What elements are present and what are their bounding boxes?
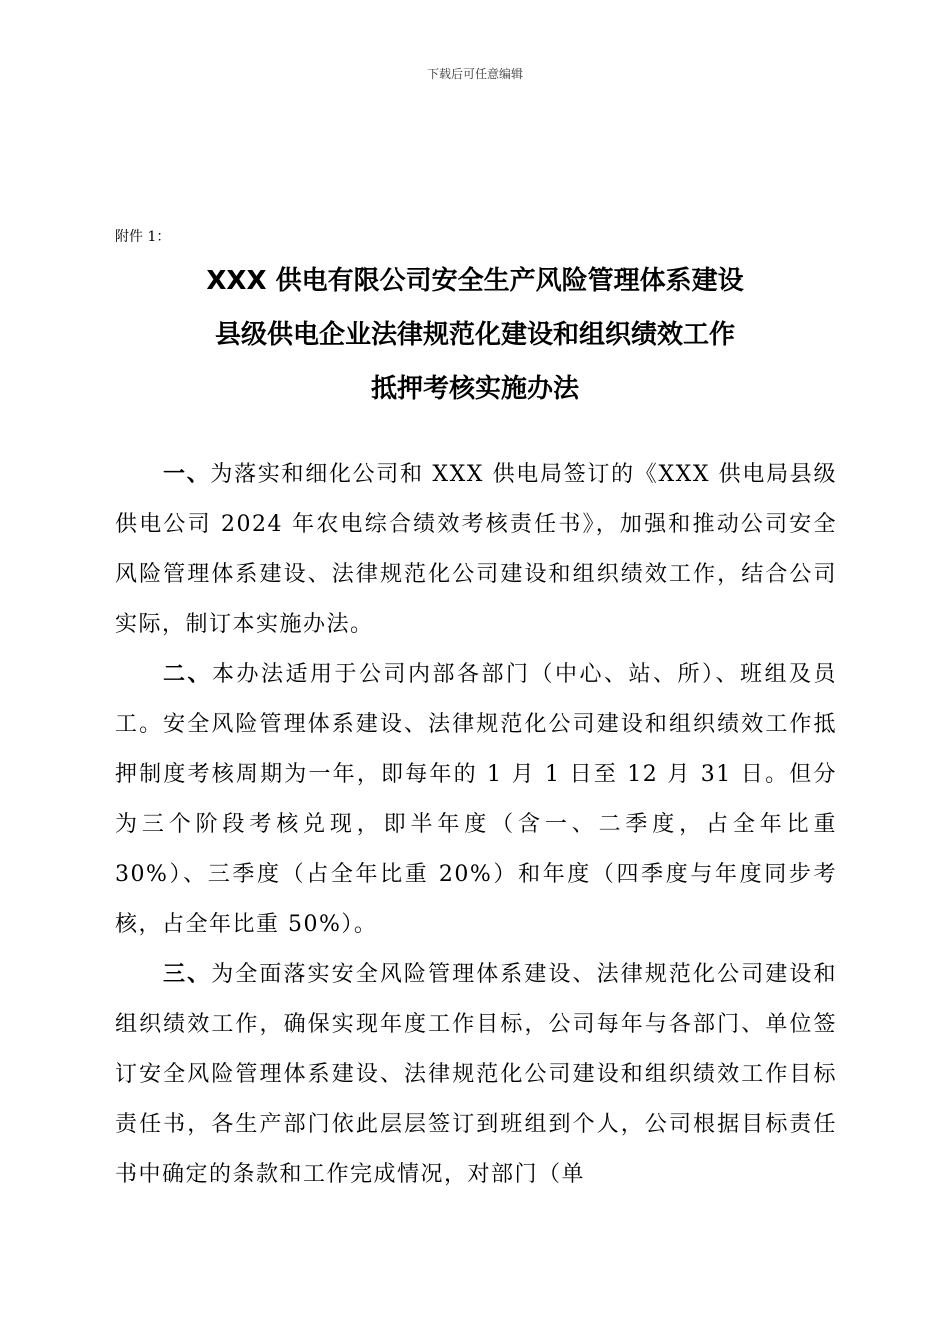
paragraph-3-number: 三、 [163,962,212,987]
document-title [0,254,950,416]
paragraph-2-number: 二、 [163,662,212,687]
page-header-watermark: 下载后可任意编辑 [426,67,523,81]
paragraph-1-text: 为落实和细化公司和 XXX 供电局签订的《XXX 供电局县级供电公司 2024 年农电综合绩效考核责任书》，加强和推动公司安全风险管理体系建设、法律规范化公司建设和组织绩效工作，结合公司实际，制订本实施办法。 [115,462,837,637]
title-line-3: 抵押考核实施办法 [370,374,579,404]
paragraph-1-number: 一、 [163,462,211,487]
paragraph-2 [115,650,837,950]
paragraph-2-text: 本办法适用于公司内部各部门（中心、站、所）、班组及员工。安全风险管理体系建设、法律规范化公司建设和组织绩效工作抵押制度考核周期为一年，即每年的 1 月 1 日至 12 月 31 日。但分为三个阶段考核兑现，即半年度（含一、二季度，占全年比重 30%）、三季度（占全年比重 20%）和年度（四季度与年度同步考核，占全年比重 50%）。 [115,662,837,937]
attachment-label: 附件 1： [115,229,171,245]
paragraph-3-text: 为全面落实安全风险管理体系建设、法律规范化公司建设和组织绩效工作，确保实现年度工作目标，公司每年与各部门、单位签订安全风险管理体系建设、法律规范化公司建设和组织绩效工作目标责任书，各生产部门依此层层签订到班组到个人，公司根据目标责任书中确定的条款和工作完成情况，对部门（单 [115,962,837,1187]
title-line-1: XXX 供电有限公司安全生产风险管理体系建设 [206,266,744,296]
paragraph-3 [115,950,837,1200]
document-body [115,450,837,1200]
title-line-2: 县级供电企业法律规范化建设和组织绩效工作 [214,320,735,350]
paragraph-1 [115,450,837,650]
